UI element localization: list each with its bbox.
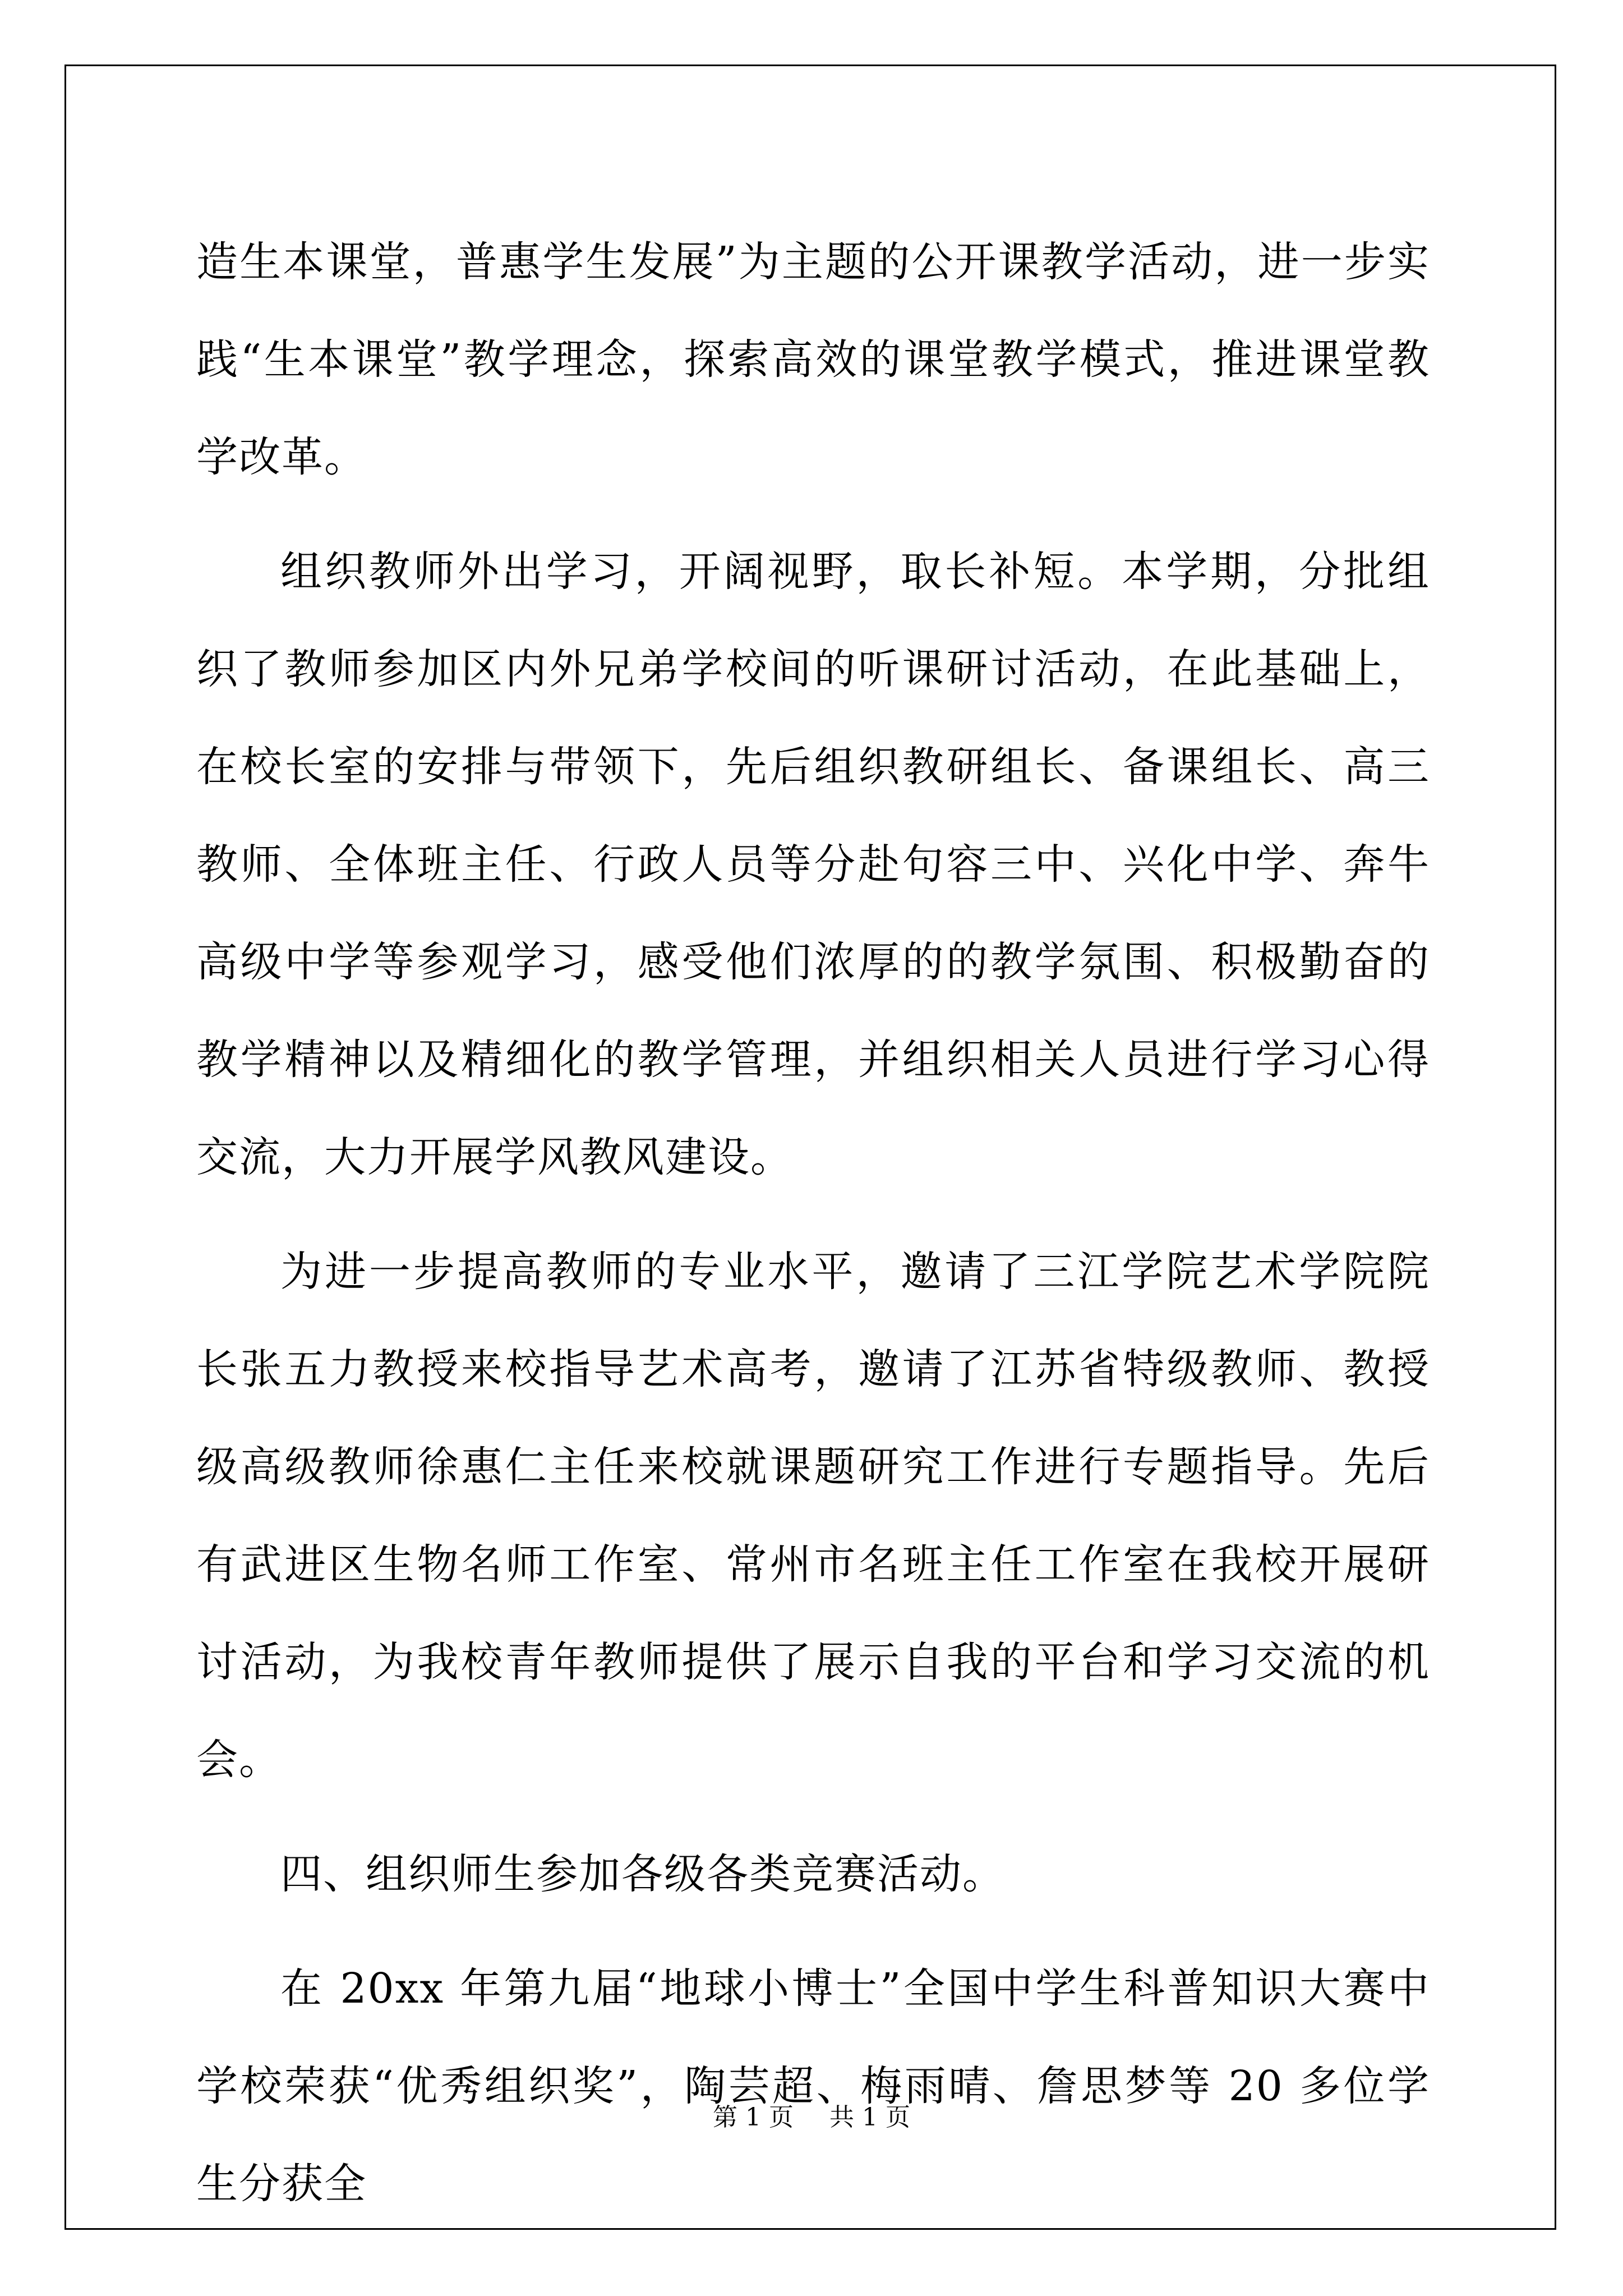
paragraph-competition-awards: 在 20xx 年第九届“地球小博士”全国中学生科普知识大赛中学校荣获“优秀组织奖”，陶芸超、梅雨晴、詹思梦等 20 多位学生分获全: [196, 1964, 1430, 2208]
page-footer: [0, 2101, 1623, 2134]
page-total: 共 1 页: [829, 2103, 910, 2132]
page-number: 第 1 页: [713, 2103, 794, 2132]
paragraph-study-trips: 组织教师外出学习，开阔视野，取长补短。本学期，分批组织了教师参加区内外兄弟学校间的听课研讨活动，在此基础上，在校长室的安排与带领下，先后组织教研组长、备课组长、高三教师、全体班主任、行政人员等分赴句容三中、兴化中学、奔牛高级中学等参观学习，感受他们浓厚的的教学氛围、积极勤奋的教学精神以及精细化的教学管理，并组织相关人员进行学习心得交流，大力开展学风教风建设。: [196, 547, 1430, 1181]
section-heading-competitions: 四、组织师生参加各级各类竞赛活动。: [280, 1850, 1005, 1898]
paragraph-continuation: 造生本课堂，普惠学生发展”为主题的公开课教学活动，进一步实践“生本课堂”教学理念，探索高效的课堂教学模式，推进课堂教学改革。: [196, 238, 1430, 481]
document-body: [196, 213, 1430, 2249]
paragraph-expert-invitations: 为进一步提高教师的专业水平，邀请了三江学院艺术学院院长张五力教授来校指导艺术高考，邀请了江苏省特级教师、教授级高级教师徐惠仁主任来校就课题研究工作进行专题指导。先后有武进区生物名师工作室、常州市名班主任工作室在我校开展研讨活动，为我校青年教师提供了展示自我的平台和学习交流的机会。: [196, 1248, 1430, 1784]
